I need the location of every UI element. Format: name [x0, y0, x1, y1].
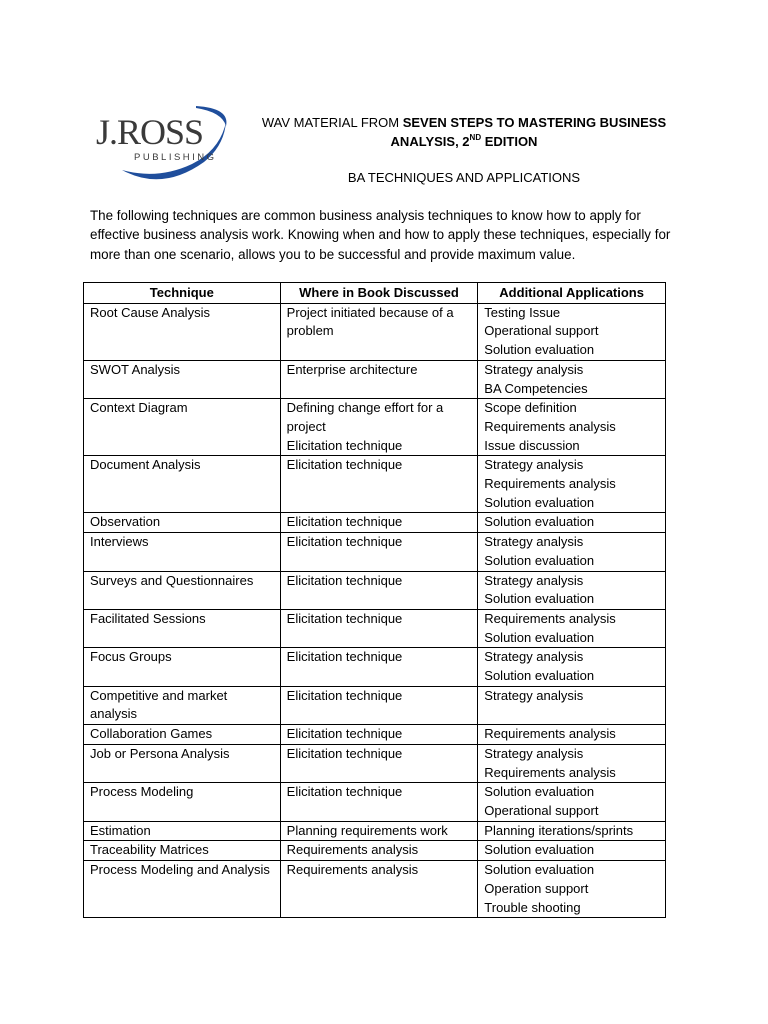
application-line: Solution evaluation [484, 784, 595, 800]
application-line: Solution evaluation [484, 494, 595, 510]
technique-cell: SWOT Analysis [84, 360, 281, 398]
where-cell [280, 571, 478, 609]
technique-cell: Job or Persona Analysis [84, 744, 281, 782]
techniques-table [83, 282, 666, 918]
table-row [84, 360, 666, 398]
where-cell [280, 399, 478, 456]
jross-publishing-logo [92, 100, 242, 182]
where-cell [280, 783, 478, 821]
applications-cell [478, 303, 666, 360]
application-line: Operational support [484, 802, 599, 818]
title-bold-2: ANALYSIS, 2 [390, 134, 470, 149]
applications-cell [478, 686, 666, 724]
application-line: Requirements analysis [484, 764, 616, 780]
table-row [84, 686, 666, 724]
where-line: Elicitation technique [286, 610, 403, 626]
where-cell [280, 686, 478, 724]
technique-cell: Surveys and Questionnaires [84, 571, 281, 609]
logo-name: J.ROSS [96, 112, 204, 152]
subtitle: BA TECHNIQUES AND APPLICATIONS [347, 170, 581, 185]
where-line: Elicitation technique [286, 726, 403, 742]
where-cell [280, 841, 478, 861]
applications-cell [478, 513, 666, 533]
technique-cell: Observation [84, 513, 281, 533]
applications-cell [478, 821, 666, 841]
where-line: Elicitation technique [286, 745, 403, 761]
technique-cell: Process Modeling and Analysis [84, 861, 281, 918]
document-title [254, 113, 674, 151]
table-row [84, 303, 666, 360]
where-line: Elicitation technique [286, 687, 403, 703]
technique-cell: Focus Groups [84, 648, 281, 686]
applications-cell [478, 841, 666, 861]
application-line: Issue discussion [484, 437, 580, 453]
table-row [84, 513, 666, 533]
technique-cell: Facilitated Sessions [84, 609, 281, 647]
where-cell [280, 513, 478, 533]
where-line: Elicitation technique [286, 514, 403, 530]
application-line: Solution evaluation [484, 591, 595, 607]
header-applications: Additional Applications [478, 283, 666, 304]
application-line: Strategy analysis [484, 687, 584, 703]
application-line: Strategy analysis [484, 745, 584, 761]
table-row [84, 725, 666, 745]
title-superscript: ND [469, 132, 482, 142]
application-line: Strategy analysis [484, 361, 584, 377]
technique-cell: Collaboration Games [84, 725, 281, 745]
where-line: Elicitation technique [286, 457, 403, 473]
applications-cell [478, 609, 666, 647]
application-line: Requirements analysis [484, 476, 616, 492]
application-line: Strategy analysis [484, 649, 584, 665]
application-line: Solution evaluation [484, 842, 595, 858]
where-line: Enterprise architecture [286, 361, 418, 377]
table-row [84, 456, 666, 513]
technique-cell: Context Diagram [84, 399, 281, 456]
table-header-row [84, 283, 666, 304]
where-line: Defining change effort for a project [286, 400, 444, 434]
table-row [84, 744, 666, 782]
technique-cell: Competitive and market analysis [84, 686, 281, 724]
where-cell [280, 360, 478, 398]
technique-cell: Process Modeling [84, 783, 281, 821]
table-row [84, 533, 666, 571]
applications-cell [478, 725, 666, 745]
application-line: Planning iterations/sprints [484, 822, 634, 838]
where-cell [280, 861, 478, 918]
applications-cell [478, 533, 666, 571]
application-line: Scope definition [484, 400, 577, 416]
application-line: Trouble shooting [484, 899, 581, 915]
application-line: Solution evaluation [484, 342, 595, 358]
title-bold-3: EDITION [481, 134, 538, 149]
application-line: Requirements analysis [484, 418, 616, 434]
application-line: Requirements analysis [484, 726, 616, 742]
where-cell [280, 303, 478, 360]
where-line: Elicitation technique [286, 784, 403, 800]
applications-cell [478, 571, 666, 609]
where-line: Elicitation technique [286, 534, 403, 550]
where-line: Elicitation technique [286, 572, 403, 588]
applications-cell [478, 744, 666, 782]
title-bold-1: SEVEN STEPS TO MASTERING BUSINESS [402, 115, 667, 130]
where-cell [280, 609, 478, 647]
intro-paragraph: The following techniques are common business analysis techniques to know how to apply for effective business analysis work. Knowing when and how to apply these techniques, especially for more than one scenario, allows you to be successful and provide maximum value. [90, 208, 671, 262]
technique-cell: Root Cause Analysis [84, 303, 281, 360]
application-line: BA Competencies [484, 380, 588, 396]
table-row [84, 571, 666, 609]
where-line: Elicitation technique [286, 437, 403, 453]
table-row [84, 861, 666, 918]
application-line: Solution evaluation [484, 862, 595, 878]
header-technique: Technique [84, 283, 281, 304]
where-cell [280, 456, 478, 513]
technique-cell: Document Analysis [84, 456, 281, 513]
logo-tagline: PUBLISHING [134, 152, 217, 163]
applications-cell [478, 783, 666, 821]
application-line: Solution evaluation [484, 668, 595, 684]
where-cell [280, 821, 478, 841]
where-cell [280, 725, 478, 745]
table-row [84, 783, 666, 821]
application-line: Strategy analysis [484, 534, 584, 550]
where-cell [280, 648, 478, 686]
application-line: Testing Issue [484, 304, 561, 320]
application-line: Operational support [484, 323, 599, 339]
application-line: Solution evaluation [484, 629, 595, 645]
application-line: Operation support [484, 880, 589, 896]
application-line: Solution evaluation [484, 552, 595, 568]
technique-cell: Traceability Matrices [84, 841, 281, 861]
where-cell [280, 533, 478, 571]
header-where: Where in Book Discussed [280, 283, 478, 304]
applications-cell [478, 861, 666, 918]
application-line: Strategy analysis [484, 572, 584, 588]
where-line: Requirements analysis [286, 842, 419, 858]
table-row [84, 821, 666, 841]
applications-cell [478, 648, 666, 686]
where-line: Elicitation technique [286, 649, 403, 665]
application-line: Solution evaluation [484, 514, 595, 530]
where-line: Planning requirements work [286, 822, 448, 838]
where-cell [280, 744, 478, 782]
table-row [84, 648, 666, 686]
application-line: Requirements analysis [484, 610, 616, 626]
applications-cell [478, 360, 666, 398]
technique-cell: Interviews [84, 533, 281, 571]
where-line: Requirements analysis [286, 862, 419, 878]
table-row [84, 609, 666, 647]
where-line: Project initiated because of a problem [286, 304, 454, 339]
applications-cell [478, 456, 666, 513]
table-row [84, 399, 666, 456]
title-prefix: WAV MATERIAL FROM [261, 115, 403, 130]
applications-cell [478, 399, 666, 456]
table-row [84, 841, 666, 861]
application-line: Strategy analysis [484, 457, 584, 473]
technique-cell: Estimation [84, 821, 281, 841]
